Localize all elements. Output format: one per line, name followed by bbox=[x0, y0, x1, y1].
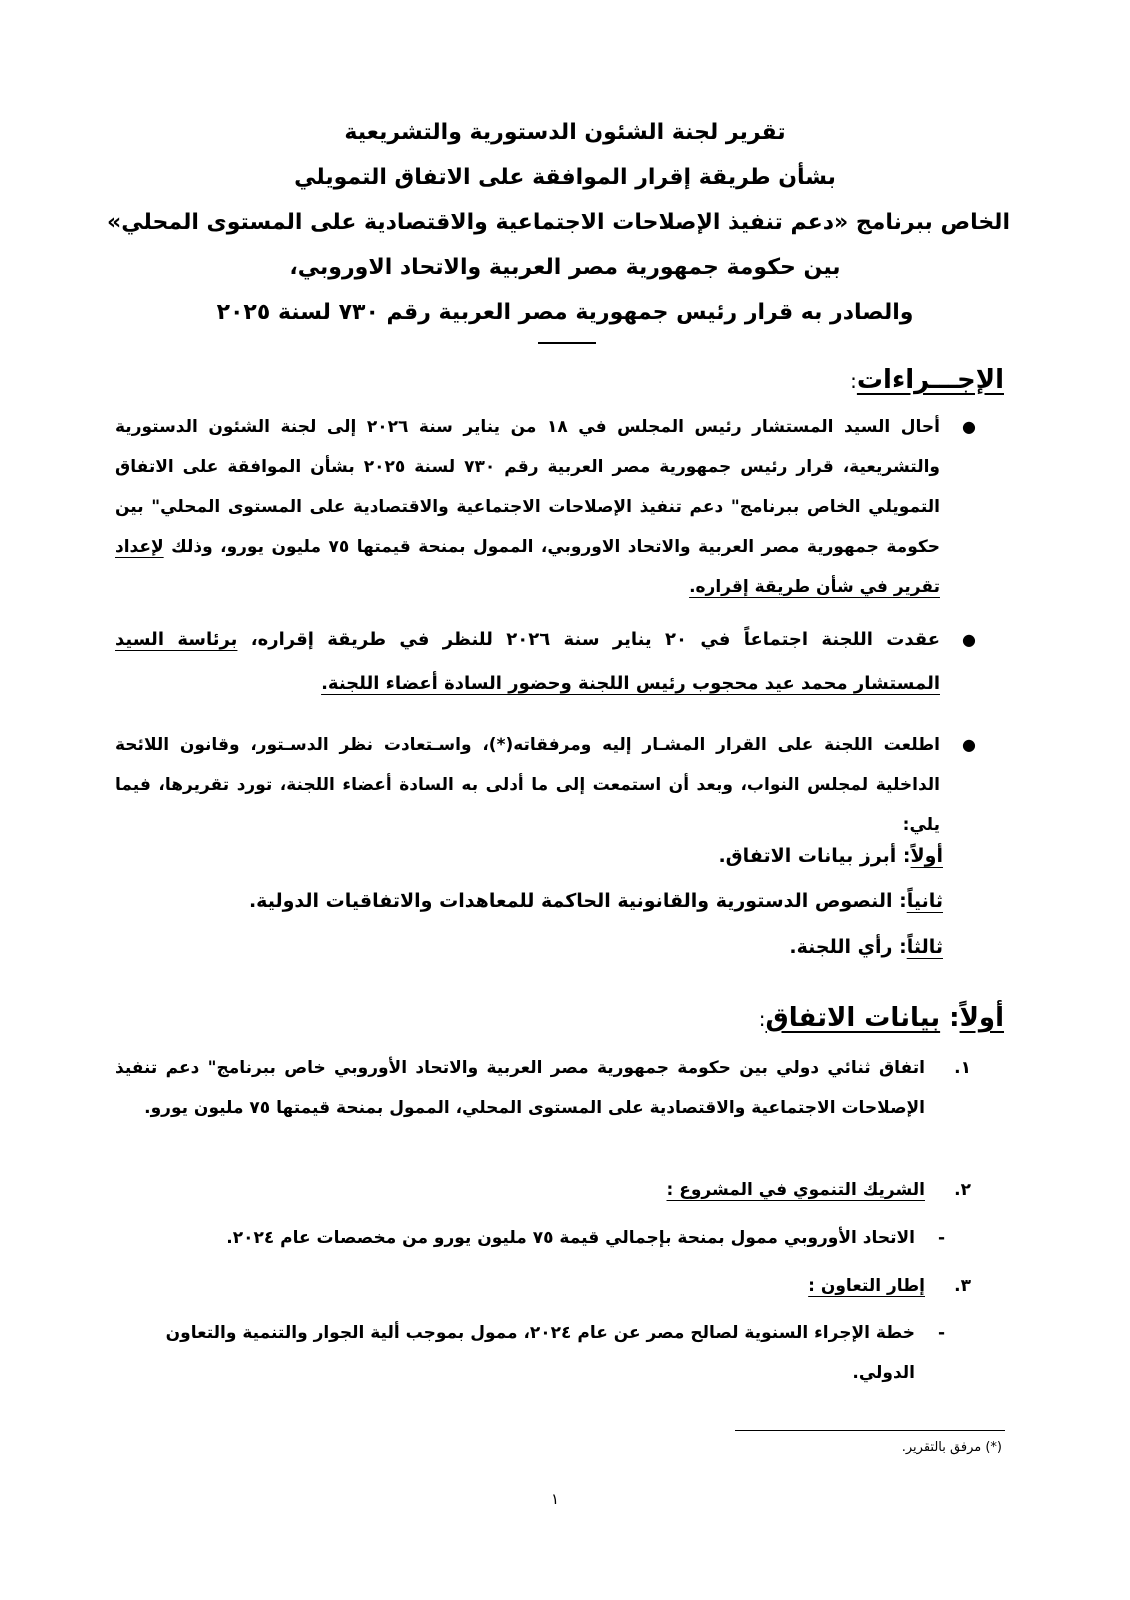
section-1-item-3: ٣. إطار التعاون : bbox=[808, 1276, 971, 1296]
title-line-1: تقرير لجنة الشئون الدستورية والتشريعية bbox=[344, 120, 786, 145]
page-number: ١ bbox=[550, 1490, 560, 1508]
report-title bbox=[107, 110, 1010, 335]
section-1-dash-2: - خطة الإجراء السنوية لصالح مصر عن عام ٢٠٢٤، ممول بموجب ألية الجوار والتنمية والتعاون الدولي. bbox=[165, 1323, 945, 1383]
section-1-item-1: ١. اتفاق ثنائي دولي بين حكومة جمهورية مصر العربية والاتحاد الأوروبي خاص ببرنامج" دعم تنفيذ الإصلاحات الاجتماعية والاقتصادية على المستوى المحلي، الممول بمنحة قيمتها ٧٥ مليون يورو. bbox=[115, 1058, 971, 1118]
procedure-bullet-1: ● أحال السيد المستشار رئيس المجلس في ١٨ من يناير سنة ٢٠٢٦ إلى لجنة الشئون الدستورية والتشريعية، قرار رئيس جمهورية مصر العربية رقم ٧٣٠ لسنة ٢٠٢٥ بشأن الموافقة على الاتفاق التمويلي الخاص ببرنامج" دعم تنفيذ الإصلاحات الاجتماعية والاقتصادية على المستوى المحلي" بين حكومة جمهورية مصر العربية والاتحاد الاوروبي، الممول بمنحة قيمتها ٧٥ مليون يورو، وذلك لإعداد تقرير في شأن طريقة إقراره. bbox=[115, 407, 975, 607]
footnote: (*) مرفق بالتقرير. bbox=[901, 1440, 1002, 1455]
bullet-icon: ● bbox=[962, 417, 976, 436]
section-1-heading: أولاً: بيانات الاتفاق: bbox=[758, 1003, 1004, 1033]
procedures-heading: الإجـــراءات: bbox=[850, 365, 1004, 395]
title-line-2: بشأن طريقة إقرار الموافقة على الاتفاق التمويلي bbox=[294, 165, 836, 190]
title-line-3: الخاص ببرنامج «دعم تنفيذ الإصلاحات الاجتماعية والاقتصادية على المستوى المحلي» bbox=[107, 210, 1010, 235]
procedure-bullet-2: ● عقدت اللجنة اجتماعاً في ٢٠ يناير سنة ٢٠٢٦ للنظر في طريقة إقراره، برئاسة السيد المستشار محمد عيد محجوب رئيس اللجنة وحضور السادة أعضاء اللجنة. bbox=[115, 618, 975, 706]
bullet-icon: ● bbox=[962, 735, 976, 754]
footnote-divider bbox=[735, 1430, 1005, 1431]
outline-item-1: أولاً: أبرز بيانات الاتفاق. bbox=[718, 845, 943, 867]
outline-item-2: ثانياً: النصوص الدستورية والقانونية الحاكمة للمعاهدات والاتفاقيات الدولية. bbox=[248, 890, 943, 912]
title-line-4: بين حكومة جمهورية مصر العربية والاتحاد الاوروبي، bbox=[289, 255, 841, 280]
section-1-dash-1: - الاتحاد الأوروبي ممول بمنحة بإجمالي قيمة ٧٥ مليون يورو من مخصصات عام ٢٠٢٤. bbox=[226, 1228, 945, 1248]
outline-item-3: ثالثاً: رأي اللجنة. bbox=[789, 936, 943, 958]
title-line-5: والصادر به قرار رئيس جمهورية مصر العربية رقم ٧٣٠ لسنة ٢٠٢٥ bbox=[216, 300, 914, 325]
section-1-item-2: ٢. الشريك التنموي في المشروع : bbox=[666, 1180, 971, 1200]
bullet-icon: ● bbox=[962, 630, 976, 649]
procedure-bullet-3: ● اطلعت اللجنة على القرار المشـار إليه ومرفقاته(*)، واسـتعادت نظر الدسـتور، وقانون اللائحة الداخلية لمجلس النواب، وبعد أن استمعت إلى ما أدلى به السادة أعضاء اللجنة، تورد تقريرها، فيما يلي: bbox=[115, 725, 975, 845]
title-divider bbox=[538, 342, 596, 344]
